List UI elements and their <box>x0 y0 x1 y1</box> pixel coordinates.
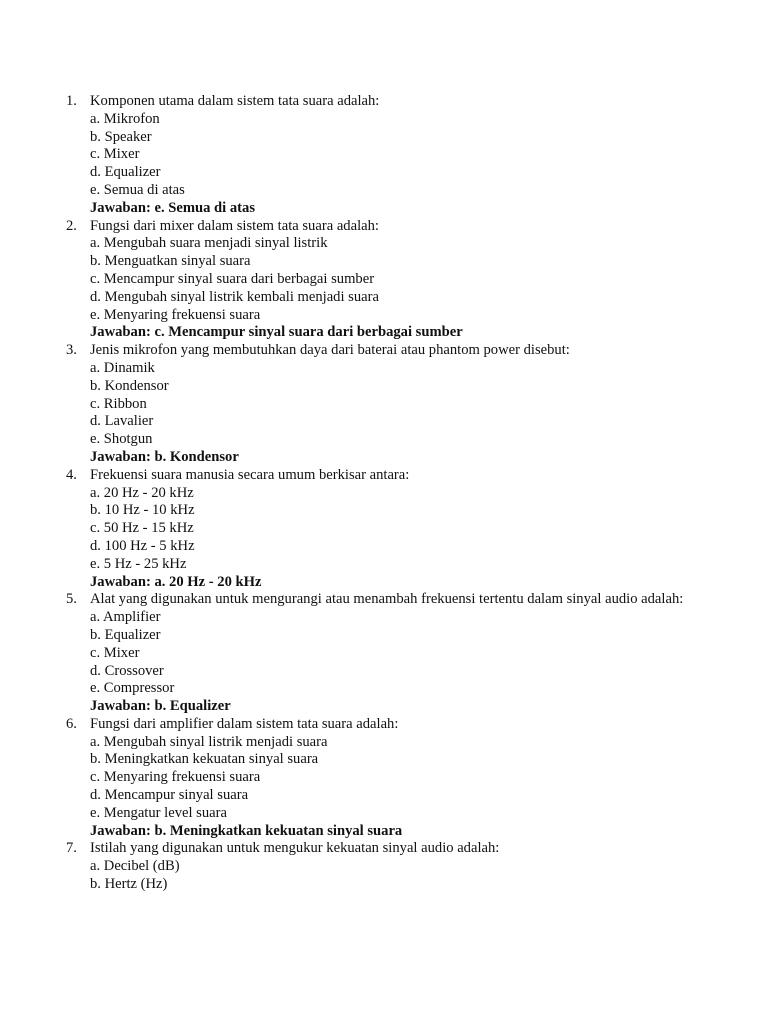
answer-line: Jawaban: a. 20 Hz - 20 kHz <box>90 573 262 590</box>
question-number: 2. <box>66 217 77 234</box>
question-text: Fungsi dari amplifier dalam sistem tata suara adalah: <box>90 715 399 732</box>
option-c: c. Mixer <box>90 644 140 661</box>
option-a: a. Mengubah sinyal listrik menjadi suara <box>90 733 328 750</box>
option-c: c. Ribbon <box>90 395 147 412</box>
option-a: a. Amplifier <box>90 609 161 626</box>
question-number: 4. <box>66 466 77 483</box>
question-text: Frekuensi suara manusia secara umum berkisar antara: <box>90 466 410 483</box>
option-b: b. Equalizer <box>90 626 161 643</box>
answer-line: Jawaban: c. Mencampur sinyal suara dari berbagai sumber <box>90 324 463 341</box>
question-text: Fungsi dari mixer dalam sistem tata suara adalah: <box>90 217 379 234</box>
question-item <box>66 716 686 841</box>
option-c: c. Mencampur sinyal suara dari berbagai sumber <box>90 270 375 287</box>
option-a: a. Decibel (dB) <box>90 858 180 875</box>
answer-line: Jawaban: b. Equalizer <box>90 698 231 715</box>
option-e: e. 5 Hz - 25 kHz <box>90 555 187 572</box>
option-b: b. Menguatkan sinyal suara <box>90 253 251 270</box>
option-a: a. 20 Hz - 20 kHz <box>90 484 194 501</box>
option-c: c. Mixer <box>90 146 140 163</box>
question-number: 5. <box>66 591 77 608</box>
option-e: e. Mengatur level suara <box>90 804 227 821</box>
question-text: Alat yang digunakan untuk mengurangi atau menambah frekuensi tertentu dalam sinyal audio adalah: <box>90 591 684 608</box>
question-text: Jenis mikrofon yang membutuhkan daya dari baterai atau phantom power disebut: <box>90 342 570 359</box>
question-item <box>66 218 686 343</box>
option-c: c. Menyaring frekuensi suara <box>90 769 261 786</box>
question-text: Komponen utama dalam sistem tata suara adalah: <box>90 93 380 109</box>
question-item <box>66 840 686 893</box>
question-number: 7. <box>66 840 77 857</box>
option-a: a. Mikrofon <box>90 110 160 127</box>
option-a: a. Mengubah suara menjadi sinyal listrik <box>90 235 328 252</box>
option-b: b. Kondensor <box>90 377 169 394</box>
question-item <box>66 467 686 592</box>
answer-line: Jawaban: b. Meningkatkan kekuatan sinyal suara <box>90 822 403 839</box>
option-b: b. Hertz (Hz) <box>90 876 168 893</box>
option-d: d. Mengubah sinyal listrik kembali menjadi suara <box>90 288 379 305</box>
option-b: b. 10 Hz - 10 kHz <box>90 502 195 519</box>
option-e: e. Shotgun <box>90 431 153 448</box>
question-text: Istilah yang digunakan untuk mengukur kekuatan sinyal audio adalah: <box>90 840 500 857</box>
option-b: b. Speaker <box>90 128 152 145</box>
option-d: d. 100 Hz - 5 kHz <box>90 537 195 554</box>
option-e: e. Menyaring frekuensi suara <box>90 306 261 323</box>
option-d: d. Equalizer <box>90 164 161 181</box>
question-item <box>66 93 686 218</box>
option-c: c. 50 Hz - 15 kHz <box>90 520 194 537</box>
question-number: 3. <box>66 342 77 359</box>
answer-line: Jawaban: b. Kondensor <box>90 448 239 465</box>
option-d: d. Lavalier <box>90 413 154 430</box>
option-e: e. Compressor <box>90 680 175 697</box>
question-number: 1. <box>66 93 77 109</box>
question-item <box>66 591 686 716</box>
question-item <box>66 342 686 467</box>
question-list <box>66 93 686 894</box>
option-a: a. Dinamik <box>90 359 155 376</box>
option-b: b. Meningkatkan kekuatan sinyal suara <box>90 751 319 768</box>
option-d: d. Crossover <box>90 662 164 679</box>
option-e: e. Semua di atas <box>90 181 185 198</box>
question-number: 6. <box>66 715 77 732</box>
answer-line: Jawaban: e. Semua di atas <box>90 199 256 216</box>
option-d: d. Mencampur sinyal suara <box>90 787 249 804</box>
